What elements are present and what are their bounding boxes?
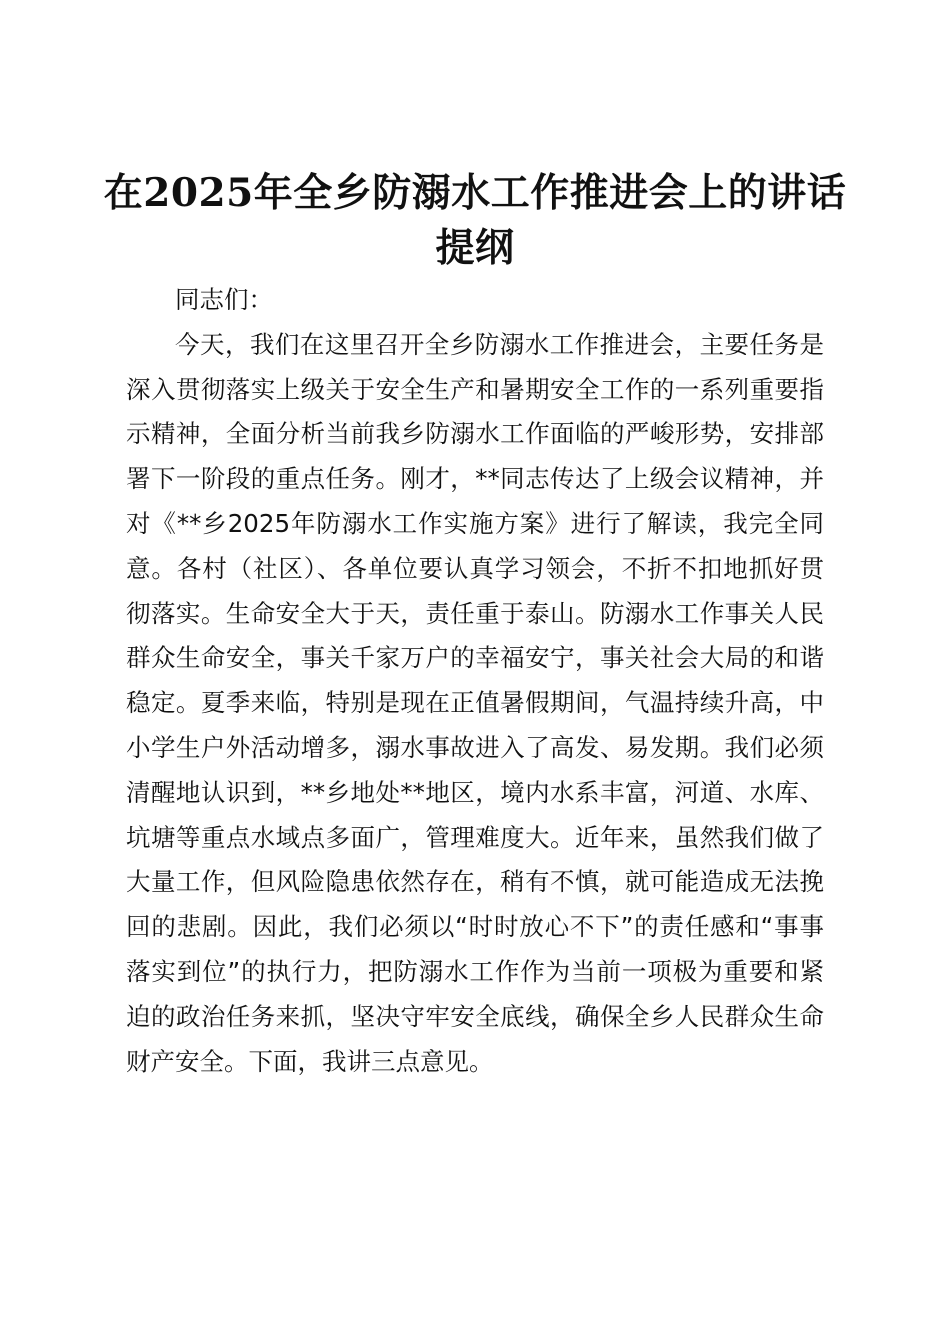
salutation: 同志们： — [175, 285, 273, 314]
document-title: 在2025年全乡防溺水工作推进会上的讲话提纲 — [103, 170, 847, 271]
body-paragraph: 今天，我们在这里召开全乡防溺水工作推进会，主要任务是深入贯彻落实上级关于安全生产和暑期安全工作的一系列重要指示精神，全面分析当前我乡防溺水工作面临的严峻形势，安排部署下一阶段的重点任务。刚才，**同志传达了上级会议精神，并对《**乡2025年防溺水工作实施方案》进行了解读，我完全同意。各村（社区）、各单位要认真学习领会，不折不扣地抓好贯彻落实。生命安全大于天，责任重于泰山。防溺水工作事关人民群众生命安全，事关千家万户的幸福安宁，事关社会大局的和谐稳定。夏季来临，特别是现在正值暑假期间，气温持续升高，中小学生户外活动增多，溺水事故进入了高发、易发期。我们必须清醒地认识到，**乡地处**地区，境内水系丰富，河道、水库、坑塘等重点水域点多面广，管理难度大。近年来，虽然我们做了大量工作，但风险隐患依然存在，稍有不慎，就可能造成无法挽回的悲剧。因此，我们必须以“时时放心不下”的责任感和“事事落实到位”的执行力，把防溺水工作作为当前一项极为重要和紧迫的政治任务来抓，坚决守牢安全底线，确保全乡人民群众生命财产安全。下面，我讲三点意见。 — [126, 329, 824, 1076]
document-body — [126, 278, 824, 1084]
